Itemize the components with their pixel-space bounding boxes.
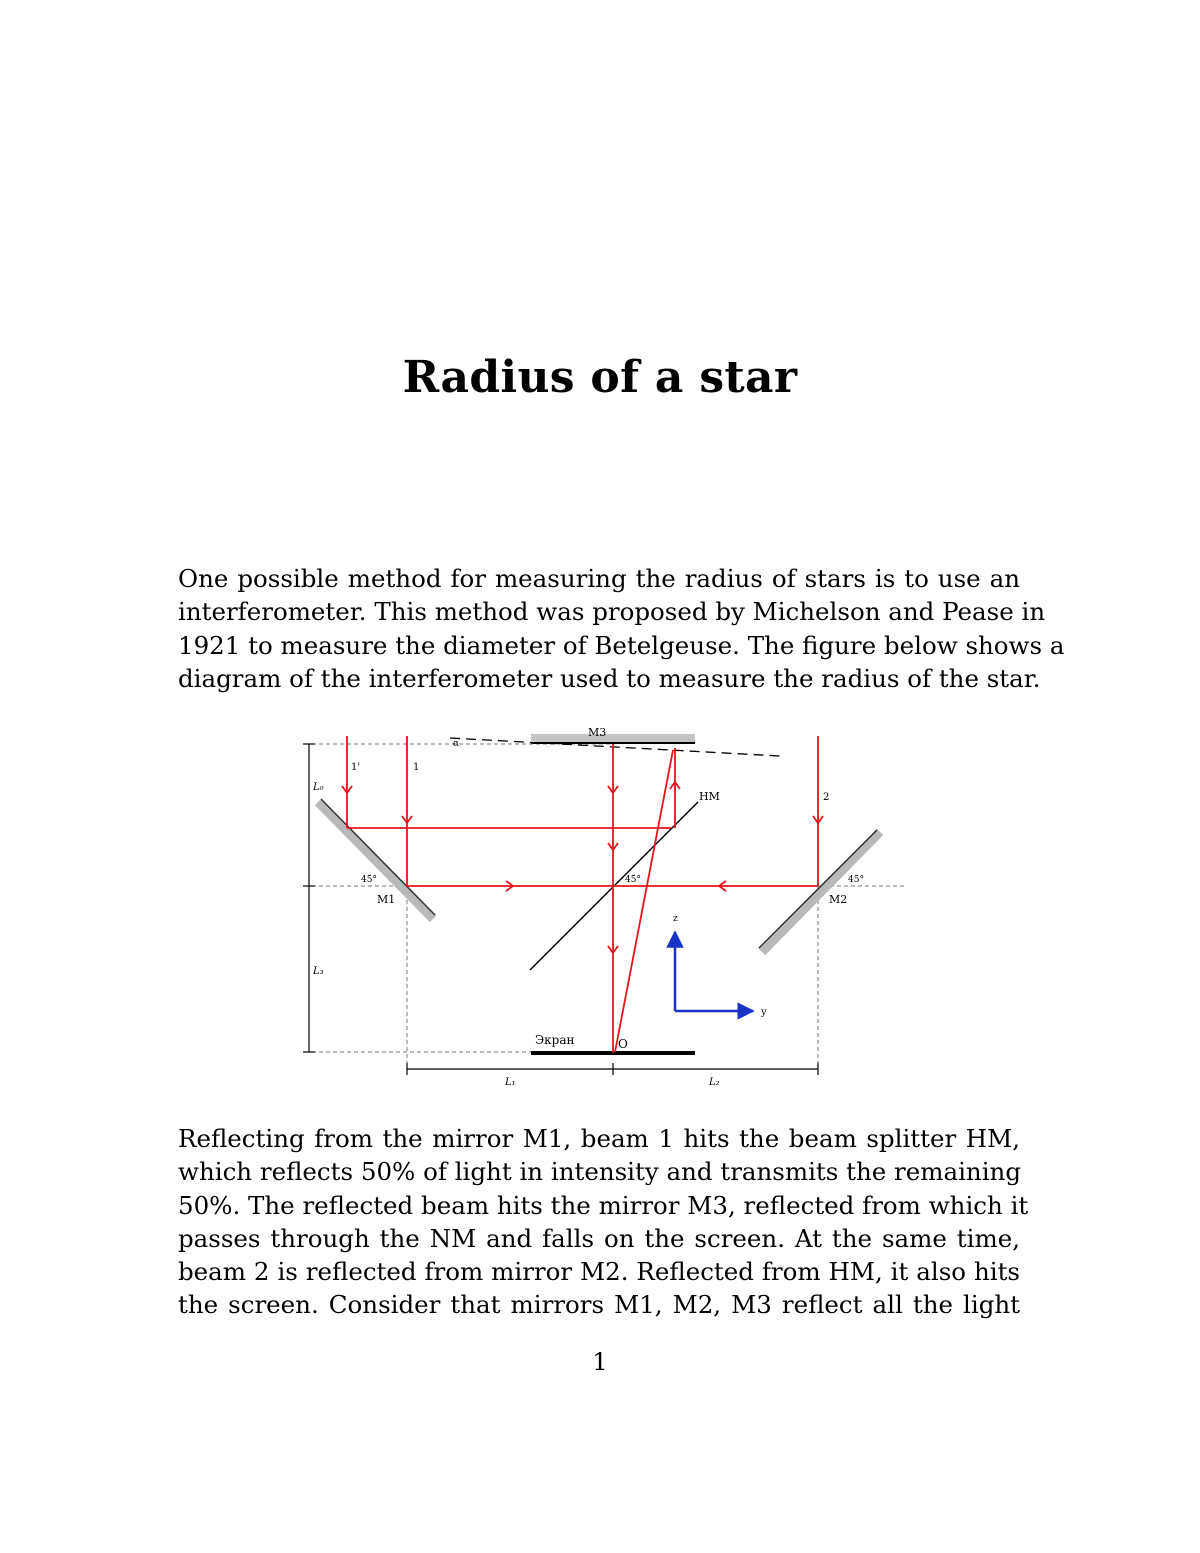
text-line: 50%. The reflected beam hits the mirror M3, reflected from which it <box>178 1190 1029 1220</box>
label-axis-z: z <box>673 914 678 924</box>
text-line: the screen. Consider that mirrors M1, M2, M3 reflect all the light <box>178 1290 1020 1320</box>
label-beam1: 1 <box>413 762 420 773</box>
page-number: 1 <box>592 1347 608 1376</box>
text-line: passes through the NM and falls on the screen. At the same time, <box>178 1223 1020 1253</box>
label-alpha: α <box>453 739 460 749</box>
coordinate-axes <box>675 932 753 1011</box>
text-line: beam 2 is reflected from mirror M2. Reflected from HM, it also hits <box>178 1257 1020 1287</box>
label-m2: M2 <box>829 893 848 906</box>
text-line: interferometer. This method was proposed by Michelson and Pease in <box>178 597 1046 627</box>
label-beam1prime: 1' <box>351 762 361 773</box>
label-hm: HM <box>699 790 720 803</box>
label-m1: M1 <box>377 893 396 906</box>
interferometer-figure <box>295 722 910 1092</box>
label-angle-m1: 45° <box>361 875 377 885</box>
label-m3: M3 <box>588 726 607 739</box>
label-angle-m2: 45° <box>848 875 864 885</box>
light-beams <box>347 736 818 1053</box>
label-axis-y: y <box>761 1007 767 1018</box>
label-l2: L₂ <box>709 1077 720 1088</box>
horizontal-dimension <box>407 1063 818 1075</box>
mirror-m1 <box>318 802 433 919</box>
interferometer-diagram <box>295 722 910 1092</box>
label-l1: L₁ <box>505 1077 516 1088</box>
label-screen: Экран <box>535 1033 575 1047</box>
page-title: Radius of a star <box>402 352 798 403</box>
label-beam2: 2 <box>823 792 830 803</box>
label-angle-hm: 45° <box>625 875 641 885</box>
description-paragraph <box>178 1122 1029 1322</box>
beam-arrows <box>342 782 823 953</box>
text-line: Reflecting from the mirror M1, beam 1 hits the beam splitter HM, <box>178 1124 1020 1153</box>
text-line: 1921 to measure the diameter of Betelgeuse. The figure below shows a <box>178 630 1065 660</box>
label-l0: L₀ <box>313 782 324 793</box>
intro-paragraph <box>178 562 1065 695</box>
label-origin: O <box>618 1037 628 1051</box>
text-line: which reflects 50% of light in intensity and transmits the remaining <box>178 1157 1022 1187</box>
label-l3: L₃ <box>313 966 324 977</box>
text-line: One possible method for measuring the radius of stars is to use an <box>178 564 1020 593</box>
mirror-m2 <box>762 832 880 952</box>
text-line: diagram of the interferometer used to measure the radius of the star. <box>178 663 1041 693</box>
